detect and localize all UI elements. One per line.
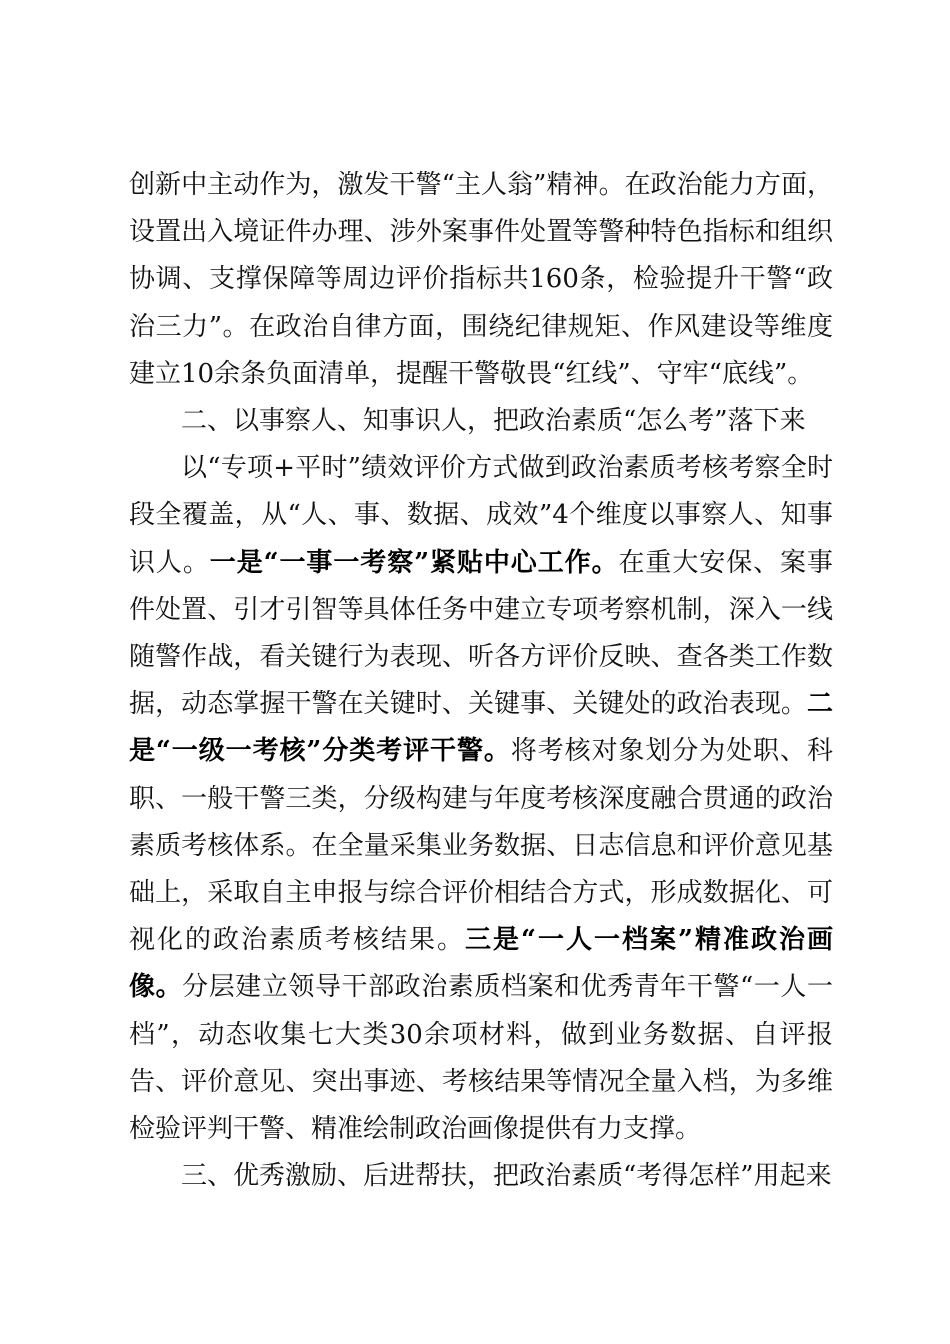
heading-text: 二、以事察人、知事识人，把政治素质“怎么考”落下来	[181, 406, 806, 437]
section-heading-3	[129, 1153, 833, 1200]
paragraph-assessment-methods	[129, 445, 833, 1153]
paragraph-text: 分层建立领导干部政治素质档案和优秀青年干警“一人一档”，动态收集七大类30余项材料，做到业务数据、自评报告、评价意见、突出事迹、考核结果等情况全量入档，为多维检验评判干警、精准绘制政治画像提供有力支撑。	[129, 972, 833, 1145]
bold-lead-one-event: 一是“一事一考察”紧贴中心工作。	[209, 547, 619, 578]
bold-lead-one-level: 二是“一级一考核”分类考评干警。	[129, 689, 833, 767]
paragraph-text: 以“专项+平时”绩效评价方式做到政治素质考核考察全时段全覆盖，从“人、事、数据、成效”4个维度以事察人、知事识人。	[129, 453, 833, 578]
heading-text: 三、优秀激励、后进帮扶，把政治素质“考得怎样”用起来	[181, 1161, 832, 1192]
document-body	[129, 162, 833, 1200]
section-heading-2	[129, 398, 833, 445]
bold-lead-one-person: 三是“一人一档案”精准政治画像。	[129, 925, 833, 1003]
paragraph-text: 将考核对象划分为处职、科职、一般干警三类，分级构建与年度考核深度融合贯通的政治素质考核体系。在全量采集业务数据、日志信息和评价意见基础上，采取自主申报与综合评价相结合方式，形成数据化、可视化的政治素质考核结果。	[129, 736, 833, 956]
paragraph-text: 创新中主动作为，激发干警“主人翁”精神。在政治能力方面，设置出入境证件办理、涉外案事件处置等警种特色指标和组织协调、支撑保障等周边评价指标共160条，检验提升干警“政治三力”。在政治自律方面，围绕纪律规矩、作风建设等维度建立10余条负面清单，提醒干警敬畏“红线”、守牢“底线”。	[129, 170, 833, 389]
paragraph-political-ability	[129, 162, 833, 398]
paragraph-text: 在重大安保、案事件处置、引才引智等具体任务中建立专项考察机制，深入一线随警作战，看关键行为表现、听各方评价反映、查各类工作数据，动态掌握干警在关键时、关键事、关键处的政治表现。	[129, 547, 833, 720]
